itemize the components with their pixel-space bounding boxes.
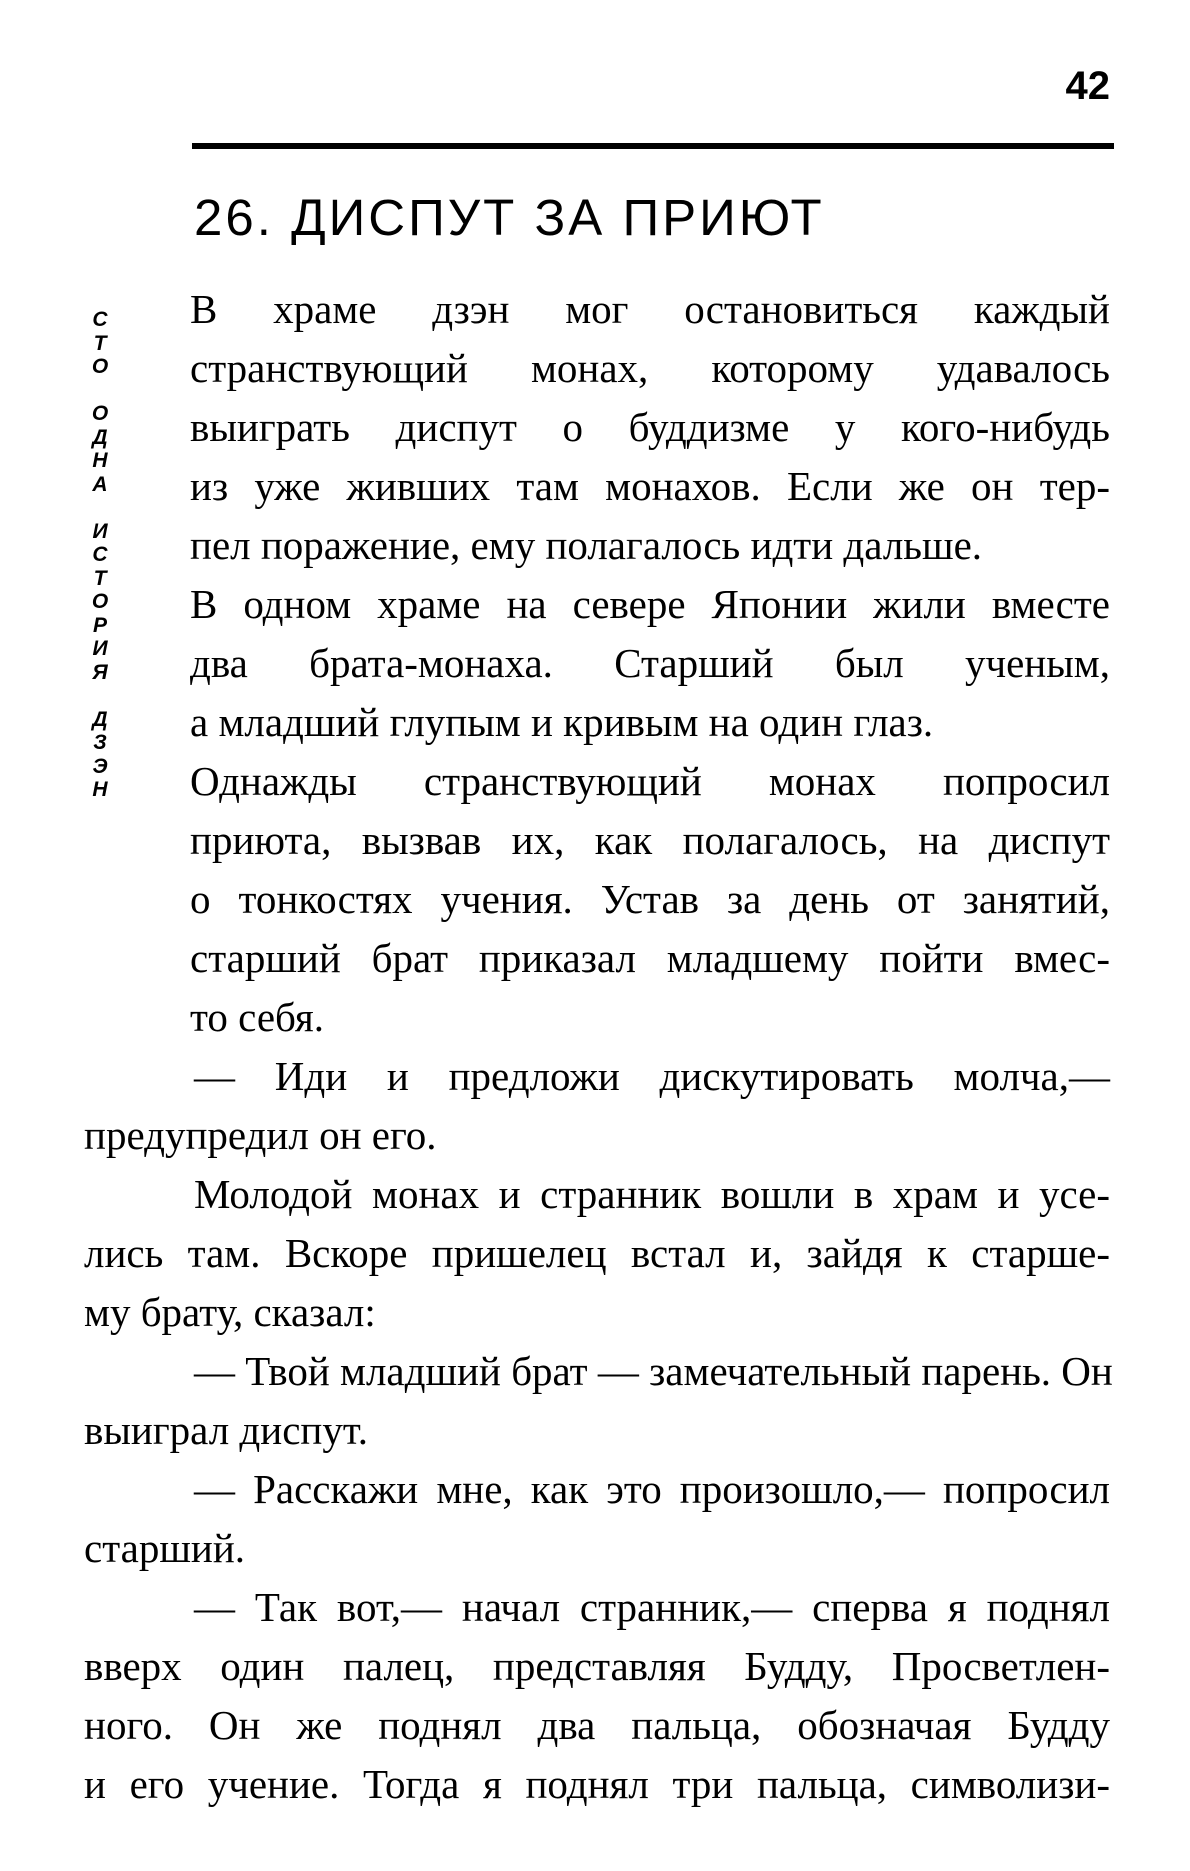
text-line: а младший глупым и кривым на один глаз. [190, 699, 934, 745]
chapter-title: 26. ДИСПУТ ЗА ПРИЮТ [194, 189, 825, 246]
text-line: В храме дзэн мог остановиться каждый [190, 286, 1110, 332]
text-line: — Расскажи мне, как это произошло,— попросил [194, 1466, 1110, 1512]
text-line: странствующий монах, которому удавалось [190, 345, 1110, 391]
text-line: о тонкостях учения. Устав за день от занятий, [190, 876, 1110, 922]
vertical-book-title: С Т О О Д Н А И С Т О Р И Я Д З Э Н [91, 308, 109, 801]
text-line: из уже живших там монахов. Если же он тер- [190, 463, 1110, 509]
text-line: ного. Он же поднял два пальца, обозначая Будду [84, 1702, 1110, 1748]
text-line: Молодой монах и странник вошли в храм и усе- [194, 1171, 1110, 1217]
header-rule [192, 143, 1114, 149]
text-line: му брату, сказал: [84, 1289, 376, 1335]
page-number: 42 [1065, 64, 1110, 108]
text-line: Однажды странствующий монах попросил [190, 758, 1110, 804]
text-line: — Твой младший брат — замечательный парень. Он [194, 1348, 1113, 1394]
text-line: выиграть диспут о буддизме у кого-нибудь [190, 404, 1110, 450]
text-line: и его учение. Тогда я поднял три пальца, символизи- [84, 1761, 1110, 1807]
text-line: — Так вот,— начал странник,— сперва я поднял [194, 1584, 1110, 1630]
text-line: то себя. [190, 994, 324, 1040]
text-line: старший брат приказал младшему пойти вмес- [190, 935, 1110, 981]
text-line: В одном храме на севере Японии жили вместе [190, 581, 1110, 627]
text-line: лись там. Вскоре пришелец встал и, зайдя к старше- [84, 1230, 1110, 1276]
text-line: два брата-монаха. Старший был ученым, [190, 640, 1110, 686]
text-line: — Иди и предложи дискутировать молча,— [194, 1053, 1110, 1099]
text-line: выиграл диспут. [84, 1407, 368, 1453]
text-line: приюта, вызвав их, как полагалось, на диспут [190, 817, 1110, 863]
text-line: вверх один палец, представляя Будду, Просветлен- [84, 1643, 1110, 1689]
text-line: старший. [84, 1525, 246, 1571]
text-line: пел поражение, ему полагалось идти дальше. [190, 522, 983, 568]
text-line: предупредил он его. [84, 1112, 437, 1158]
